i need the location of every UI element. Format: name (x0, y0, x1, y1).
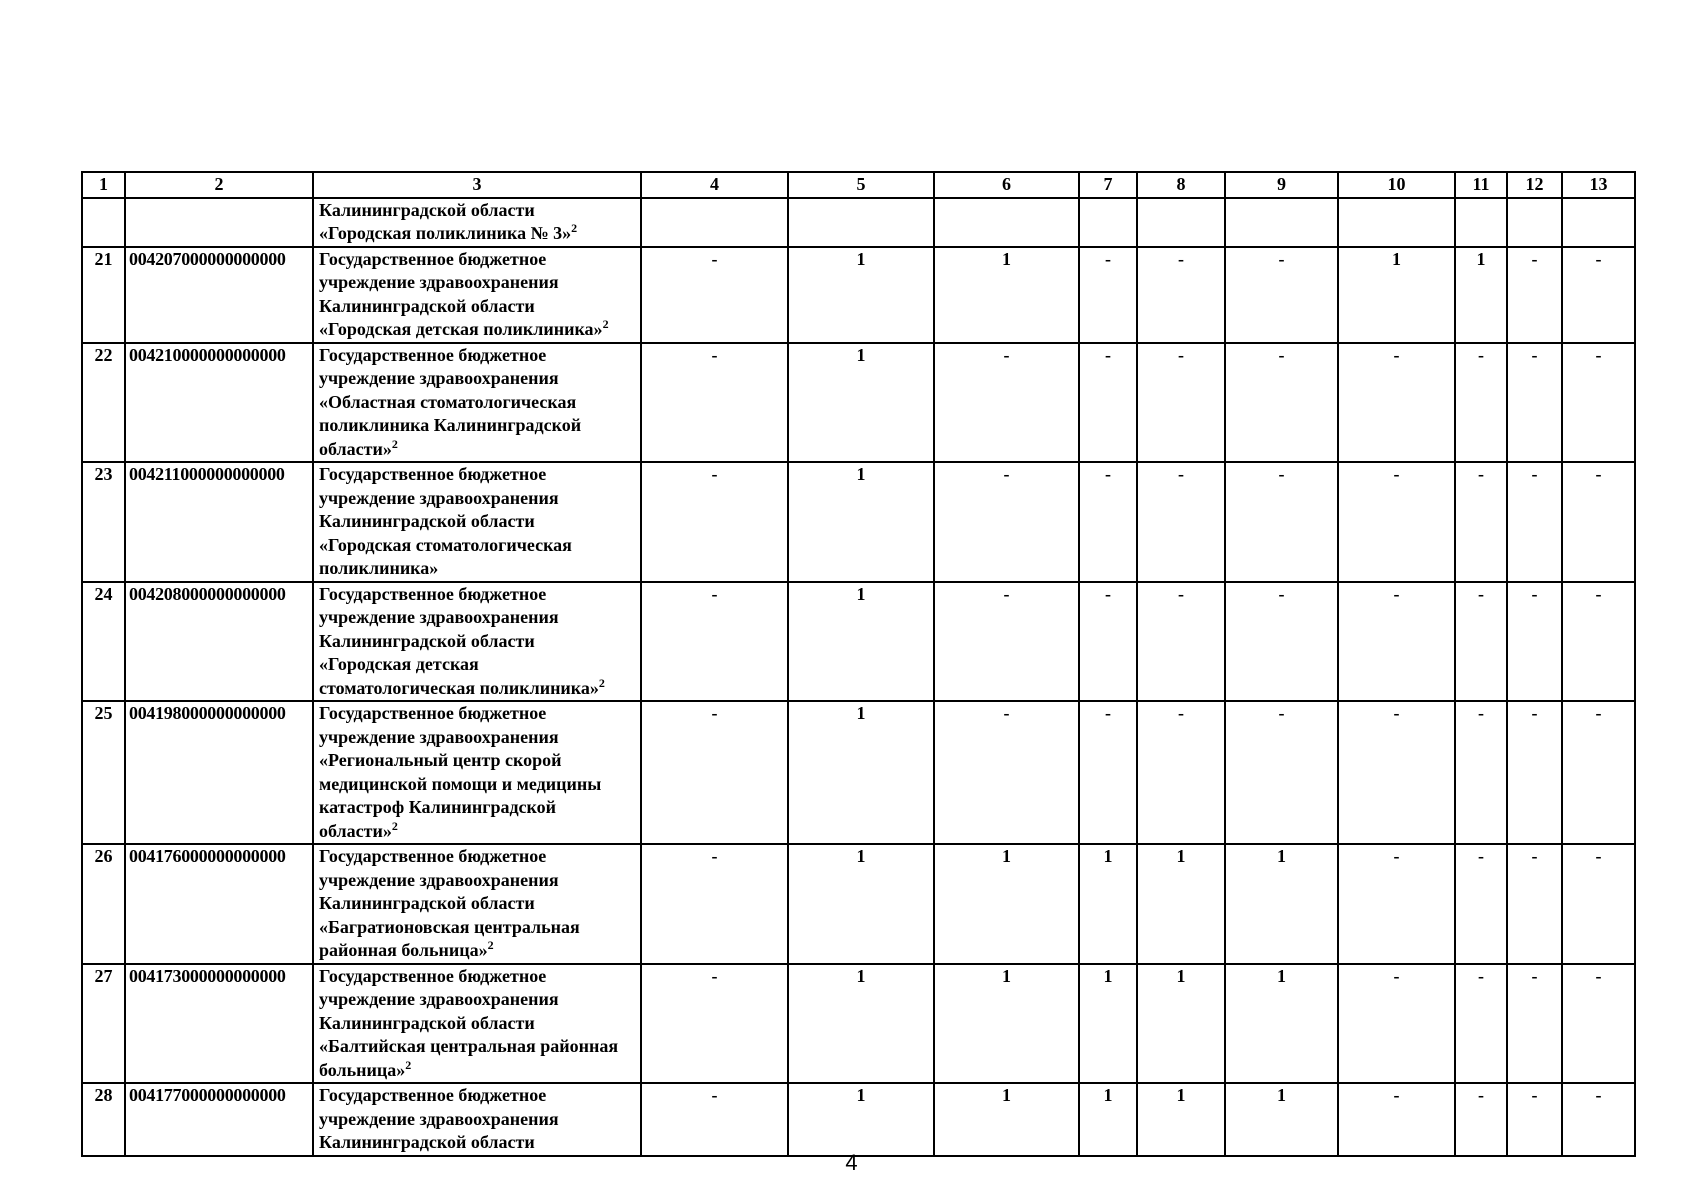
institution-name-text: Калининградской области (319, 1012, 535, 1033)
value-cell: 1 (1137, 1083, 1225, 1156)
row-number-cell: 27 (82, 964, 125, 1084)
table-row (82, 247, 1635, 343)
institution-name-line (319, 1012, 635, 1036)
value-cell: - (1562, 343, 1635, 463)
table-row (82, 701, 1635, 844)
institution-name-text: области» (319, 820, 392, 841)
row-number-cell: 23 (82, 462, 125, 582)
value-cell: - (641, 844, 788, 964)
value-cell: - (1225, 343, 1338, 463)
institution-name-line (319, 510, 635, 534)
value-cell: - (1079, 701, 1137, 844)
institution-name-line (319, 630, 635, 654)
institution-code-cell: 004177000000000000 (125, 1083, 313, 1156)
value-cell: - (1562, 462, 1635, 582)
value-cell: - (1338, 343, 1455, 463)
value-cell: 1 (934, 844, 1079, 964)
value-cell: - (1562, 844, 1635, 964)
value-cell: - (1225, 462, 1338, 582)
institution-name-text: Калининградской области (319, 295, 535, 316)
value-cell: 1 (788, 844, 934, 964)
institution-name-line (319, 463, 635, 487)
value-cell: 1 (788, 582, 934, 702)
value-cell (1137, 198, 1225, 247)
column-number-row (82, 172, 1635, 198)
institution-name-line (319, 318, 635, 342)
value-cell: 1 (1338, 247, 1455, 343)
institution-name-text: Государственное бюджетное (319, 703, 547, 723)
value-cell: - (641, 701, 788, 844)
value-cell: - (1455, 844, 1507, 964)
institution-name-line (319, 892, 635, 916)
footnote-marker: 2 (405, 1057, 412, 1072)
value-cell: 1 (788, 964, 934, 1084)
institution-name-line (319, 557, 635, 581)
institution-code-cell (125, 198, 313, 247)
column-number-header: 8 (1137, 172, 1225, 198)
row-number-cell: 25 (82, 701, 125, 844)
institution-name-text: Калининградской области (319, 199, 535, 220)
institution-code-cell: 004207000000000000 (125, 247, 313, 343)
institution-name-text: стоматологическая поликлиника» (319, 677, 599, 698)
column-number-header: 6 (934, 172, 1079, 198)
institution-name-text: Государственное бюджетное (319, 965, 547, 986)
value-cell: - (641, 1083, 788, 1156)
institution-name-cell (313, 701, 641, 844)
column-number-header: 7 (1079, 172, 1137, 198)
value-cell: 1 (1455, 247, 1507, 343)
institution-name-text: учреждение здравоохранения (319, 1108, 559, 1129)
value-cell: - (934, 582, 1079, 702)
institution-name-text: Калининградской области (319, 1132, 535, 1152)
institution-name-text: Государственное бюджетное (319, 464, 547, 484)
institution-name-line (319, 367, 635, 391)
row-number-cell: 22 (82, 343, 125, 463)
institution-name-line (319, 965, 635, 989)
institution-name-line (319, 1059, 635, 1083)
row-number-cell: 21 (82, 247, 125, 343)
value-cell: 1 (934, 247, 1079, 343)
institution-name-line (319, 653, 635, 677)
institution-code-cell: 004208000000000000 (125, 582, 313, 702)
institution-name-line (319, 606, 635, 630)
institution-name-text: области» (319, 438, 392, 459)
column-number-header: 1 (82, 172, 125, 198)
row-number-cell: 24 (82, 582, 125, 702)
institution-name-line (319, 344, 635, 368)
institution-code-cell: 004176000000000000 (125, 844, 313, 964)
value-cell: - (641, 462, 788, 582)
institution-name-text: «Областная стоматологическая (319, 391, 577, 412)
institution-name-text: учреждение здравоохранения (319, 607, 559, 627)
row-number-cell: 28 (82, 1083, 125, 1156)
institution-name-text: учреждение здравоохранения (319, 869, 559, 890)
institution-name-text: учреждение здравоохранения (319, 989, 559, 1009)
institution-name-text: Государственное бюджетное (319, 248, 547, 269)
footnote-marker: 2 (391, 436, 398, 451)
value-cell: 1 (788, 1083, 934, 1156)
institution-name-text: Государственное бюджетное (319, 1085, 547, 1105)
value-cell: - (1338, 582, 1455, 702)
value-cell: 1 (788, 462, 934, 582)
institution-name-text: учреждение здравоохранения (319, 272, 559, 292)
table-row (82, 844, 1635, 964)
institution-name-text: Государственное бюджетное (319, 846, 547, 866)
value-cell: - (934, 701, 1079, 844)
institution-name-text: медицинской помощи и медицины (319, 773, 602, 794)
value-cell: 1 (1079, 964, 1137, 1084)
table-body (82, 198, 1635, 1156)
column-number-header: 13 (1562, 172, 1635, 198)
institution-name-text: учреждение здравоохранения (319, 726, 559, 747)
footnote-marker: 2 (602, 317, 609, 331)
column-number-header: 10 (1338, 172, 1455, 198)
value-cell: - (1455, 964, 1507, 1084)
institution-name-text: учреждение здравоохранения (319, 368, 559, 388)
institution-name-text: Калининградской области (319, 630, 535, 651)
value-cell: 1 (934, 964, 1079, 1084)
value-cell: - (641, 582, 788, 702)
value-cell: - (1137, 247, 1225, 343)
institutions-table (81, 171, 1636, 1157)
institution-name-cell (313, 247, 641, 343)
value-cell: - (1507, 582, 1562, 702)
value-cell (1079, 198, 1137, 247)
value-cell (1562, 198, 1635, 247)
value-cell: - (1225, 701, 1338, 844)
institution-name-line (319, 414, 635, 438)
value-cell: - (1338, 1083, 1455, 1156)
column-number-header: 11 (1455, 172, 1507, 198)
institution-name-text: Калининградской области (319, 511, 535, 531)
institution-name-line (319, 820, 635, 844)
column-number-header: 4 (641, 172, 788, 198)
footnote-marker: 2 (571, 221, 578, 235)
footnote-marker: 2 (487, 938, 494, 952)
institution-name-text: «Городская поликлиника № 3» (319, 223, 572, 243)
institution-name-cell (313, 462, 641, 582)
table-row (82, 964, 1635, 1084)
institution-name-text: Калининградской области (319, 893, 535, 913)
institution-name-line (319, 749, 635, 773)
institution-name-text: учреждение здравоохранения (319, 487, 559, 508)
value-cell (1455, 198, 1507, 247)
institution-name-text: поликлиника» (319, 558, 439, 578)
value-cell: - (1137, 701, 1225, 844)
row-number-cell (82, 198, 125, 247)
institution-name-text: больница» (319, 1059, 406, 1080)
value-cell: - (1225, 582, 1338, 702)
value-cell (1507, 198, 1562, 247)
institution-name-line (319, 222, 635, 246)
value-cell: - (1137, 462, 1225, 582)
value-cell: - (641, 247, 788, 343)
institution-name-cell (313, 343, 641, 463)
institution-name-text: поликлиника Калининградской (319, 415, 582, 435)
value-cell: - (1562, 964, 1635, 1084)
value-cell: - (934, 462, 1079, 582)
institution-name-line (319, 988, 635, 1012)
value-cell: - (934, 343, 1079, 463)
value-cell: - (1137, 343, 1225, 463)
value-cell: - (641, 964, 788, 1084)
value-cell: - (1507, 964, 1562, 1084)
value-cell (641, 198, 788, 247)
institution-name-text: «Городская детская (319, 654, 479, 674)
institution-name-text: районная больница» (319, 940, 488, 960)
value-cell: - (1507, 462, 1562, 582)
institution-name-text: «Региональный центр скорой (319, 750, 562, 770)
value-cell: - (1079, 343, 1137, 463)
value-cell: - (1137, 582, 1225, 702)
value-cell: - (1338, 964, 1455, 1084)
footnote-marker: 2 (391, 818, 398, 833)
institution-name-line (319, 773, 635, 797)
institution-name-text: Государственное бюджетное (319, 583, 547, 604)
institution-name-line (319, 271, 635, 295)
table-row (82, 1083, 1635, 1156)
institution-name-line (319, 438, 635, 462)
value-cell: - (1079, 582, 1137, 702)
value-cell: - (1507, 844, 1562, 964)
institution-name-line (319, 1035, 635, 1059)
institution-name-text: Государственное бюджетное (319, 344, 547, 365)
value-cell: 1 (1079, 1083, 1137, 1156)
institution-name-cell (313, 582, 641, 702)
footnote-marker: 2 (598, 675, 605, 690)
value-cell: 1 (1079, 844, 1137, 964)
institution-name-line (319, 677, 635, 701)
institution-name-line (319, 1108, 635, 1132)
page-number: 4 (845, 1150, 858, 1175)
value-cell: - (1079, 247, 1137, 343)
value-cell: - (641, 343, 788, 463)
value-cell: 1 (788, 701, 934, 844)
value-cell: - (1562, 247, 1635, 343)
value-cell: - (1455, 343, 1507, 463)
institution-code-cell: 004211000000000000 (125, 462, 313, 582)
institution-name-cell (313, 198, 641, 247)
table-row (82, 198, 1635, 247)
column-number-header: 3 (313, 172, 641, 198)
institution-name-line (319, 487, 635, 511)
institution-name-text: «Городская стоматологическая (319, 534, 572, 555)
column-number-header: 9 (1225, 172, 1338, 198)
value-cell: 1 (1225, 964, 1338, 1084)
value-cell: - (1338, 844, 1455, 964)
column-number-header: 12 (1507, 172, 1562, 198)
institution-name-cell (313, 964, 641, 1084)
institution-name-line (319, 1084, 635, 1108)
value-cell: - (1338, 462, 1455, 582)
table-row (82, 343, 1635, 463)
institution-name-line (319, 869, 635, 893)
value-cell (1225, 198, 1338, 247)
value-cell: 1 (1225, 844, 1338, 964)
value-cell: - (1225, 247, 1338, 343)
institution-name-line (319, 726, 635, 750)
value-cell (1338, 198, 1455, 247)
value-cell: - (1455, 582, 1507, 702)
value-cell: - (1507, 247, 1562, 343)
institution-code-cell: 004173000000000000 (125, 964, 313, 1084)
value-cell: - (1507, 1083, 1562, 1156)
table-row (82, 582, 1635, 702)
institution-name-line (319, 583, 635, 607)
column-number-header: 5 (788, 172, 934, 198)
value-cell: - (1338, 701, 1455, 844)
institution-name-text: «Багратионовская центральная (319, 916, 580, 937)
institution-name-text: «Балтийская центральная районная (319, 1036, 619, 1056)
value-cell: - (1562, 701, 1635, 844)
institution-name-line (319, 916, 635, 940)
institution-code-cell: 004198000000000000 (125, 701, 313, 844)
row-number-cell: 26 (82, 844, 125, 964)
institution-name-text: катастроф Калининградской (319, 797, 557, 817)
value-cell: 1 (1225, 1083, 1338, 1156)
institution-name-cell (313, 1083, 641, 1156)
value-cell (934, 198, 1079, 247)
institution-name-line (319, 796, 635, 820)
value-cell: - (1455, 462, 1507, 582)
institution-name-line (319, 199, 635, 223)
institution-name-line (319, 295, 635, 319)
institution-name-line (319, 534, 635, 558)
value-cell: 1 (788, 343, 934, 463)
value-cell: - (1079, 462, 1137, 582)
value-cell: - (1455, 1083, 1507, 1156)
value-cell: - (1562, 1083, 1635, 1156)
value-cell (788, 198, 934, 247)
value-cell: 1 (934, 1083, 1079, 1156)
institution-name-line (319, 845, 635, 869)
value-cell: - (1562, 582, 1635, 702)
value-cell: - (1455, 701, 1507, 844)
institution-name-line (319, 391, 635, 415)
column-number-header: 2 (125, 172, 313, 198)
institution-name-line (319, 939, 635, 963)
institution-name-cell (313, 844, 641, 964)
value-cell: 1 (788, 247, 934, 343)
institution-name-line (319, 702, 635, 726)
table-row (82, 462, 1635, 582)
institution-code-cell: 004210000000000000 (125, 343, 313, 463)
institution-name-line (319, 248, 635, 272)
value-cell: - (1507, 701, 1562, 844)
institution-name-text: «Городская детская поликлиника» (319, 319, 603, 339)
value-cell: 1 (1137, 844, 1225, 964)
value-cell: 1 (1137, 964, 1225, 1084)
value-cell: - (1507, 343, 1562, 463)
